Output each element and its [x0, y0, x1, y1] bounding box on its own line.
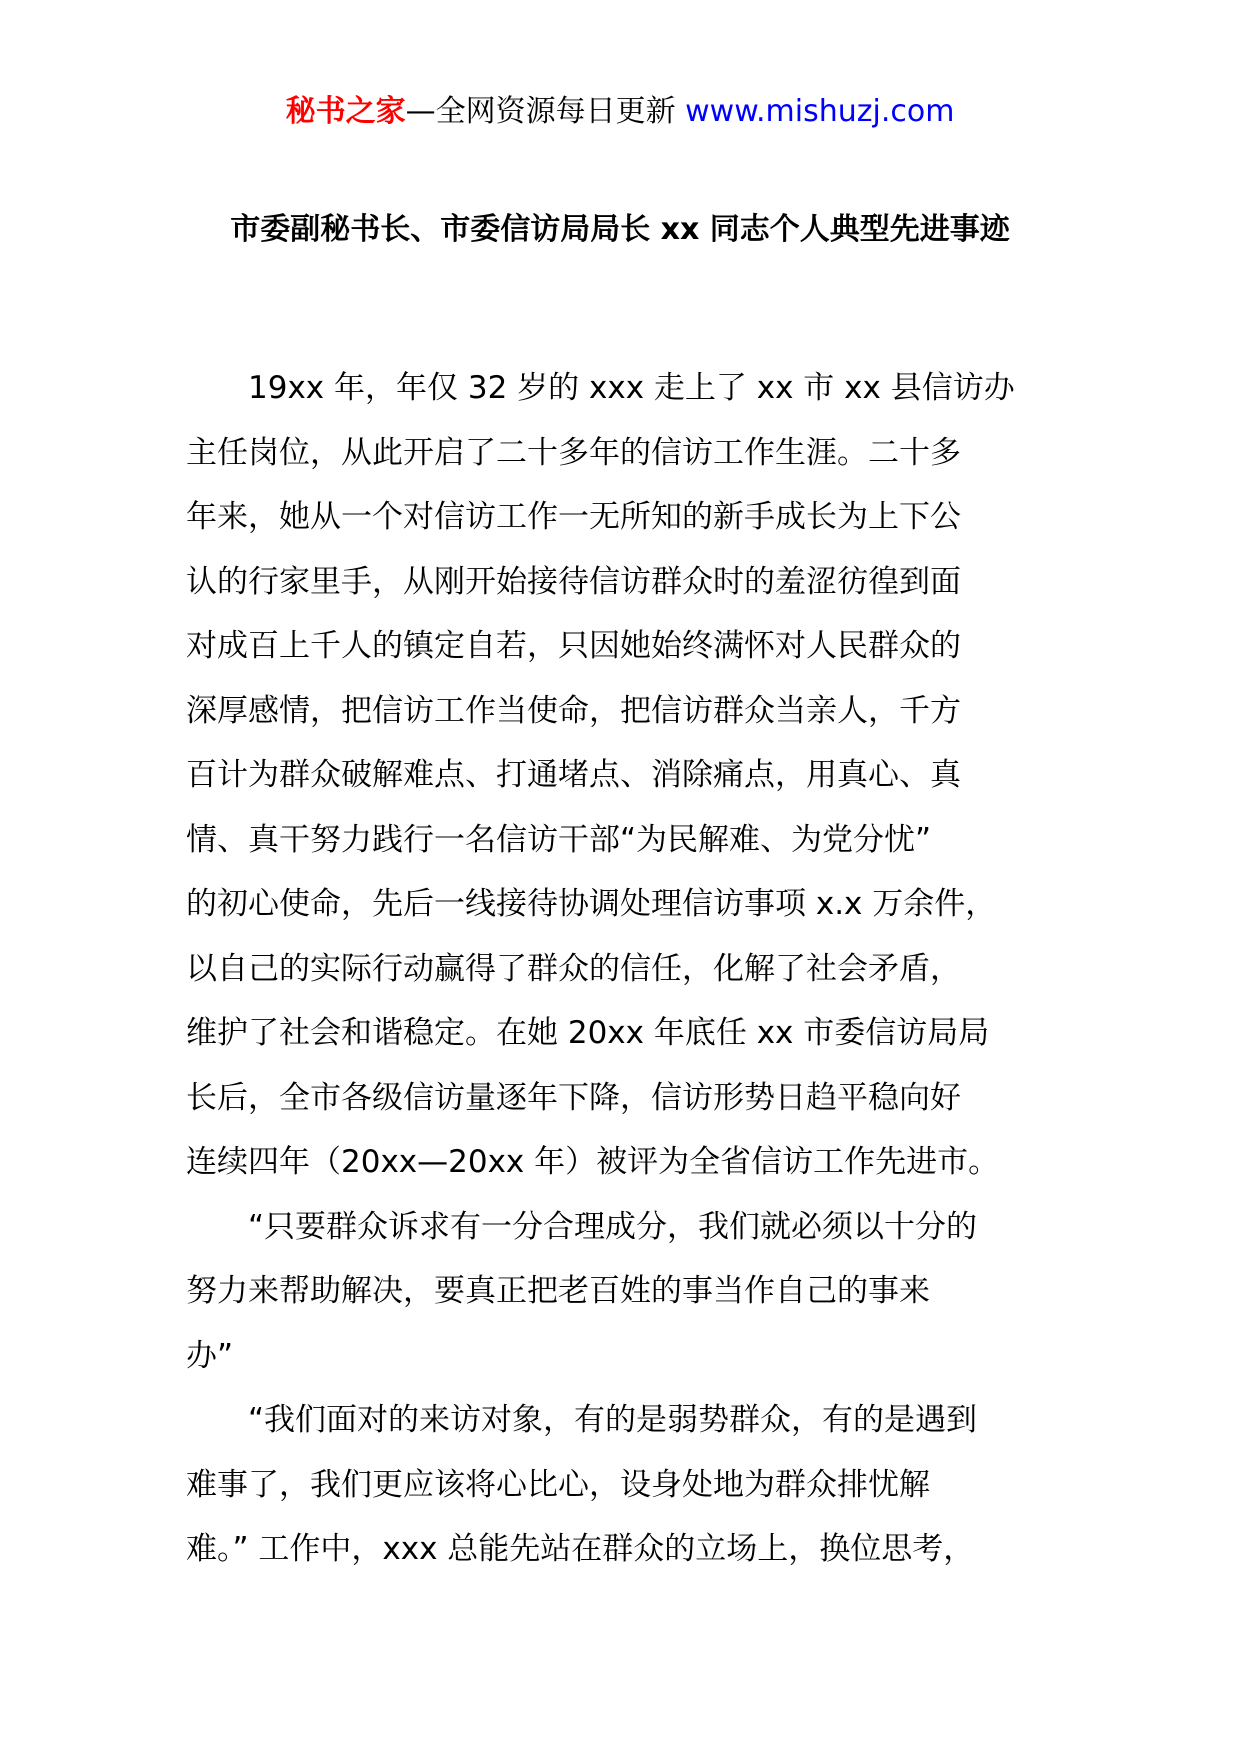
- text-line: “我们面对的来访对象，有的是弱势群众，有的是遇到: [248, 1402, 978, 1438]
- text-line: 维护了社会和谐稳定。在她 20xx 年底任 xx 市委信访局局: [186, 1015, 990, 1051]
- text-line: 的初心使命，先后一线接待协调处理信访事项 x.x 万余件，: [186, 886, 997, 922]
- text-line: 连续四年（20xx—20xx 年）被评为全省信访工作先进市。: [186, 1144, 1000, 1180]
- text-line: 主任岗位，从此开启了二十多年的信访工作生涯。二十多: [186, 434, 961, 471]
- text-line: 情、真干努力践行一名信访干部“为民解难、为党分忧”: [186, 821, 932, 858]
- text-line: “只要群众诉求有一分合理成分，我们就必须以十分的: [248, 1208, 978, 1245]
- site-url-link[interactable]: www.mishuzj.com: [685, 94, 955, 129]
- paragraph-3: [186, 1388, 1060, 1582]
- document-body: [186, 356, 1060, 1582]
- text-line: 百计为群众破解难点、打通堵点、消除痛点，用真心、真: [186, 757, 961, 793]
- text-line: 努力来帮助解决，要真正把老百姓的事当作自己的事来: [186, 1273, 930, 1309]
- text-line: 以自己的实际行动赢得了群众的信任，化解了社会矛盾，: [186, 950, 961, 987]
- paragraph-2: [186, 1195, 1060, 1389]
- site-slogan: —全网资源每日更新: [405, 94, 676, 129]
- text-line: 对成百上千人的镇定自若，只因她始终满怀对人民群众的: [186, 628, 961, 664]
- text-line: 深厚感情，把信访工作当使命，把信访群众当亲人，千方: [186, 692, 961, 729]
- document-title: 市委副秘书长、市委信访局局长 xx 同志个人典型先进事迹: [230, 212, 1010, 247]
- text-line: 认的行家里手，从刚开始接待信访群众时的羞涩彷徨到面: [186, 563, 961, 600]
- paragraph-1: [186, 356, 1060, 1195]
- text-line: 难。” 工作中，xxx 总能先站在群众的立场上，换位思考，: [186, 1531, 975, 1567]
- text-line: 难事了，我们更应该将心比心，设身处地为群众排忧解: [186, 1466, 930, 1503]
- text-line: 办”: [186, 1337, 234, 1374]
- text-line: 年来，她从一个对信访工作一无所知的新手成长为上下公: [186, 499, 961, 535]
- site-header: [0, 92, 1240, 132]
- text-line: 长后，全市各级信访量逐年下降，信访形势日趋平稳向好: [186, 1079, 961, 1116]
- site-brand: 秘书之家: [285, 94, 406, 129]
- text-line: 19xx 年，年仅 32 岁的 xxx 走上了 xx 市 xx 县信访办: [248, 370, 1015, 406]
